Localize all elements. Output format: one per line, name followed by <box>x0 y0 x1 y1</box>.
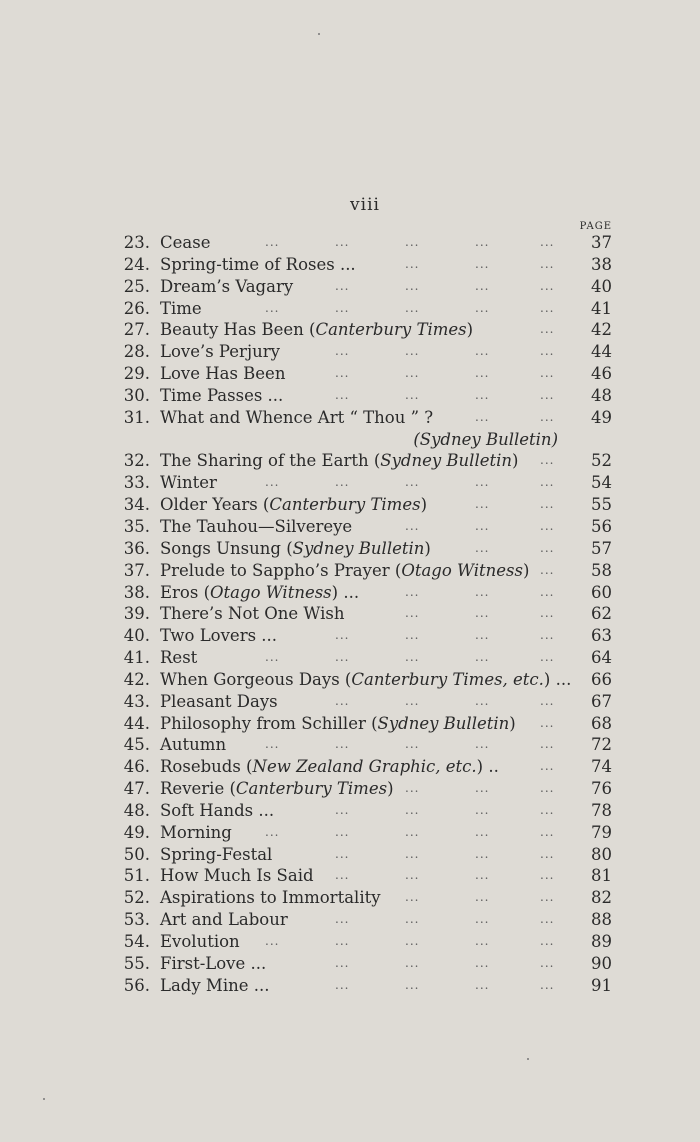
leader-dot: ... <box>475 890 490 905</box>
leader-dot: ... <box>475 868 490 883</box>
leader-dot: ... <box>540 235 555 249</box>
toc-entry[interactable] <box>0 582 700 604</box>
leader-dot: ... <box>540 256 555 271</box>
entry-number: 48. <box>123 800 150 820</box>
leader-dot: ... <box>540 584 555 599</box>
paper-speck <box>318 33 320 35</box>
toc-entry[interactable] <box>0 494 700 516</box>
leader-dot: ... <box>540 912 555 927</box>
entry-page-number: 62 <box>591 604 612 624</box>
leader-dot: ... <box>335 693 350 708</box>
entry-title: Philosophy from Schiller (Sydney Bulletin) <box>160 713 516 733</box>
entry-number: 28. <box>123 342 150 362</box>
toc-entry[interactable] <box>0 691 700 713</box>
entry-title: Aspirations to Immortality <box>160 888 381 908</box>
entry-page-number: 90 <box>591 953 612 973</box>
page-column-label: PAGE <box>579 221 612 232</box>
leader-dot: ... <box>405 737 420 752</box>
entry-page-number: 76 <box>591 779 612 799</box>
leader-dot: ... <box>475 955 490 970</box>
leader-dot: ... <box>335 650 350 665</box>
entry-source: Sydney Bulletin <box>292 538 425 558</box>
entry-number: 54. <box>123 932 150 951</box>
leader-dot: ... <box>540 693 555 708</box>
leader-dot: ... <box>335 737 350 752</box>
entry-title: Spring-Festal <box>160 844 273 864</box>
leader-dot: ... <box>475 934 490 948</box>
leader-dot: ... <box>335 912 350 927</box>
leader-dot: ... <box>540 715 555 730</box>
leader-dot: ... <box>540 934 555 948</box>
toc-entry[interactable] <box>0 865 700 887</box>
toc-entry[interactable] <box>0 931 700 953</box>
leader-dot: ... <box>540 300 555 315</box>
leader-dot: ... <box>405 475 420 490</box>
entry-number: 41. <box>123 648 150 668</box>
leader-dot: ... <box>540 802 555 817</box>
entry-page-number: 79 <box>591 822 612 842</box>
entry-page-number: 57 <box>591 538 612 558</box>
toc-entry[interactable] <box>0 341 700 363</box>
leader-dot: ... <box>475 650 490 665</box>
leader-dot: ... <box>335 868 350 883</box>
leader-dot: ... <box>475 256 490 271</box>
toc-entry[interactable] <box>0 407 700 429</box>
toc-entry[interactable] <box>0 909 700 931</box>
leader-dot: ... <box>475 693 490 708</box>
entry-page-number: 46 <box>591 364 612 384</box>
table-of-contents <box>0 232 700 997</box>
leader-dot: ... <box>335 235 350 249</box>
entry-page-number: 52 <box>591 451 612 471</box>
entry-page-number: 55 <box>591 495 612 515</box>
entry-page-number: 78 <box>591 800 612 820</box>
toc-entry[interactable] <box>0 734 700 756</box>
entry-page-number: 64 <box>591 648 612 668</box>
leader-dot: ... <box>540 344 555 359</box>
leader-dot: ... <box>405 387 420 402</box>
leader-dot: ... <box>405 344 420 359</box>
leader-dot: ... <box>405 606 420 621</box>
leader-dot: ... <box>475 628 490 643</box>
leader-dot: ... <box>540 278 555 293</box>
leader-dot: ... <box>475 300 490 315</box>
entry-number: 56. <box>123 975 150 995</box>
entry-page-number: 60 <box>591 582 612 602</box>
entry-title: Eros (Otago Witness) ... <box>160 582 360 602</box>
entry-number: 30. <box>123 385 150 405</box>
leader-dot: ... <box>405 366 420 381</box>
entry-title: The Sharing of the Earth (Sydney Bulletin) <box>160 451 519 471</box>
entry-title: When Gorgeous Days (Canterbury Times, etc.) ... <box>160 669 572 689</box>
leader-dot: ... <box>335 955 350 970</box>
leader-dot: ... <box>540 977 555 992</box>
entry-number: 39. <box>123 604 150 624</box>
leader-dot: ... <box>405 300 420 315</box>
toc-entry[interactable] <box>0 953 700 975</box>
entry-number: 55. <box>123 953 150 973</box>
leader-dot: ... <box>475 278 490 293</box>
entry-page-number: 91 <box>591 975 612 995</box>
entry-title: Time Passes ... <box>160 385 284 405</box>
leader-dot: ... <box>265 235 280 249</box>
leader-dot: ... <box>405 693 420 708</box>
entry-number: 32. <box>123 451 150 471</box>
toc-entry-continuation <box>0 429 700 451</box>
paper-speck <box>43 1098 45 1100</box>
leader-dot: ... <box>475 802 490 817</box>
leader-dot: ... <box>540 475 555 490</box>
leader-dot: ... <box>540 781 555 796</box>
entry-title: Morning <box>160 822 232 842</box>
entry-number: 33. <box>123 473 150 493</box>
entry-page-number: 58 <box>591 560 612 580</box>
entry-page-number: 68 <box>591 713 612 733</box>
toc-entry[interactable] <box>0 756 700 778</box>
leader-dot: ... <box>405 846 420 861</box>
leader-dot: ... <box>475 518 490 533</box>
entry-title: Cease <box>160 233 211 252</box>
entry-number: 35. <box>123 516 150 536</box>
paper-speck <box>527 1058 529 1060</box>
entry-number: 40. <box>123 626 150 646</box>
leader-dot: ... <box>265 650 280 665</box>
leader-dot: ... <box>540 868 555 883</box>
entry-page-number: 88 <box>591 910 612 930</box>
leader-dot: ... <box>475 824 490 839</box>
leader-dot: ... <box>335 387 350 402</box>
entry-number: 27. <box>123 320 150 340</box>
entry-number: 43. <box>123 691 150 711</box>
leader-dot: ... <box>475 235 490 249</box>
leader-dot: ... <box>405 868 420 883</box>
entry-number: 53. <box>123 910 150 930</box>
entry-title: Songs Unsung (Sydney Bulletin) <box>160 538 431 558</box>
entry-title: Time <box>160 298 202 318</box>
entry-page-number: 38 <box>591 254 612 274</box>
toc-entry[interactable] <box>0 363 700 385</box>
leader-dot: ... <box>540 759 555 774</box>
leader-dot: ... <box>405 518 420 533</box>
leader-dot: ... <box>475 584 490 599</box>
entry-number: 51. <box>123 866 150 886</box>
toc-entry[interactable] <box>0 516 700 538</box>
entry-number: 29. <box>123 364 150 384</box>
entry-page-number: 63 <box>591 626 612 646</box>
entry-source: Sydney Bulletin <box>419 429 552 449</box>
toc-entry[interactable] <box>0 385 700 407</box>
entry-number: 44. <box>123 713 150 733</box>
entry-title: Autumn <box>160 735 227 755</box>
leader-dot: ... <box>475 977 490 992</box>
entry-number: 52. <box>123 888 150 908</box>
toc-entry[interactable] <box>0 560 700 582</box>
leader-dot: ... <box>335 344 350 359</box>
toc-entry[interactable] <box>0 254 700 276</box>
leader-dot: ... <box>475 366 490 381</box>
entry-source: Otago Witness <box>210 582 332 602</box>
toc-entry[interactable] <box>0 822 700 844</box>
toc-entry[interactable] <box>0 298 700 320</box>
leader-dot: ... <box>405 802 420 817</box>
entry-page-number: 49 <box>591 407 612 427</box>
leader-dot: ... <box>405 650 420 665</box>
entry-title: Love Has Been <box>160 364 286 384</box>
toc-entry[interactable] <box>0 778 700 800</box>
entry-number: 34. <box>123 495 150 515</box>
leader-dot: ... <box>475 846 490 861</box>
leader-dot: ... <box>540 409 555 424</box>
entry-page-number: 74 <box>591 757 612 777</box>
leader-dot: ... <box>540 387 555 402</box>
leader-dot: ... <box>475 409 490 424</box>
leader-dot: ... <box>475 344 490 359</box>
entry-page-number: 80 <box>591 844 612 864</box>
leader-dot: ... <box>265 737 280 752</box>
entry-page-number: 89 <box>591 932 612 951</box>
leader-dot: ... <box>540 955 555 970</box>
toc-entry[interactable] <box>0 538 700 560</box>
entry-title: Dream’s Vagary <box>160 276 294 296</box>
leader-dot: ... <box>405 934 420 948</box>
toc-entry[interactable] <box>0 669 700 691</box>
entry-title: Reverie (Canterbury Times) <box>160 779 394 799</box>
entry-title: Older Years (Canterbury Times) <box>160 495 427 515</box>
entry-title: Soft Hands ... <box>160 800 275 820</box>
entry-title: What and Whence Art “ Thou ” ? <box>160 407 434 427</box>
entry-page-number: 66 <box>591 669 612 689</box>
entry-title: Beauty Has Been (Canterbury Times) <box>160 320 474 340</box>
toc-entry[interactable] <box>0 603 700 625</box>
entry-number: 45. <box>123 735 150 755</box>
leader-dot: ... <box>540 366 555 381</box>
entry-source: Canterbury Times <box>269 495 421 515</box>
entry-number: 50. <box>123 844 150 864</box>
entry-title: Prelude to Sappho’s Prayer (Otago Witness) <box>160 560 530 580</box>
leader-dot: ... <box>540 518 555 533</box>
toc-entry[interactable] <box>0 472 700 494</box>
leader-dot: ... <box>475 737 490 752</box>
leader-dot: ... <box>335 824 350 839</box>
entry-title: Rest <box>160 648 198 668</box>
leader-dot: ... <box>475 606 490 621</box>
leader-dot: ... <box>475 387 490 402</box>
toc-entry[interactable] <box>0 844 700 866</box>
leader-dot: ... <box>540 737 555 752</box>
leader-dot: ... <box>540 824 555 839</box>
leader-dot: ... <box>405 256 420 271</box>
entry-title: Rosebuds (New Zealand Graphic, etc.) .. <box>160 757 499 777</box>
entry-title: Pleasant Days <box>160 691 278 711</box>
entry-page-number: 67 <box>591 691 612 711</box>
entry-source: New Zealand Graphic, etc. <box>252 757 477 777</box>
toc-entry[interactable] <box>0 319 700 341</box>
leader-dot: ... <box>335 934 350 948</box>
leader-dot: ... <box>265 475 280 490</box>
entry-source: Otago Witness <box>401 560 523 580</box>
entry-page-number: 72 <box>591 735 612 755</box>
leader-dot: ... <box>475 912 490 927</box>
entry-number: 47. <box>123 779 150 799</box>
leader-dot: ... <box>335 475 350 490</box>
roman-page-number: viii <box>350 195 380 215</box>
entry-number: 38. <box>123 582 150 602</box>
entry-number: 36. <box>123 538 150 558</box>
entry-page-number: 56 <box>591 516 612 536</box>
leader-dot: ... <box>475 781 490 796</box>
entry-source: Sydney Bulletin <box>377 713 510 733</box>
leader-dot: ... <box>540 628 555 643</box>
leader-dot: ... <box>540 846 555 861</box>
leader-dot: ... <box>540 562 555 577</box>
entry-title: How Much Is Said <box>160 866 314 886</box>
leader-dot: ... <box>335 846 350 861</box>
entry-title: Love’s Perjury <box>160 342 280 362</box>
leader-dot: ... <box>475 497 490 512</box>
entry-number: 37. <box>123 560 150 580</box>
leader-dot: ... <box>405 955 420 970</box>
entry-page-number: 44 <box>591 342 612 362</box>
entry-page-number: 82 <box>591 888 612 908</box>
leader-dot: ... <box>335 278 350 293</box>
entry-title: Art and Labour <box>160 910 288 930</box>
entry-page-number: 42 <box>591 320 612 340</box>
leader-dot: ... <box>405 235 420 249</box>
leader-dot: ... <box>265 934 280 948</box>
entry-page-number: 37 <box>591 233 612 252</box>
leader-dot: ... <box>475 540 490 555</box>
entry-title: Two Lovers ... <box>160 626 278 646</box>
leader-dot: ... <box>405 628 420 643</box>
entry-page-number: 54 <box>591 473 612 493</box>
entry-source: Canterbury Times <box>235 779 388 799</box>
leader-dot: ... <box>335 628 350 643</box>
entry-source: Canterbury Times <box>315 320 467 340</box>
leader-dot: ... <box>335 977 350 992</box>
leader-dot: ... <box>405 824 420 839</box>
entry-number: 31. <box>123 407 150 427</box>
toc-entry[interactable] <box>0 276 700 298</box>
entry-title: First-Love ... <box>160 953 267 973</box>
leader-dot: ... <box>405 977 420 992</box>
entry-source: Canterbury Times, etc. <box>351 669 544 689</box>
leader-dot: ... <box>405 890 420 905</box>
entry-page-number: 81 <box>591 866 612 886</box>
entry-number: 26. <box>123 298 150 318</box>
entry-number: 24. <box>123 254 150 274</box>
entry-source-continuation: (Sydney Bulletin) <box>413 429 558 449</box>
leader-dot: ... <box>475 475 490 490</box>
entry-number: 42. <box>123 669 150 689</box>
leader-dot: ... <box>335 366 350 381</box>
entry-page-number: 48 <box>591 385 612 405</box>
entry-title: The Tauhou—Silvereye <box>160 516 353 536</box>
toc-entry[interactable] <box>0 232 700 254</box>
toc-entry[interactable] <box>0 625 700 647</box>
toc-entry[interactable] <box>0 887 700 909</box>
leader-dot: ... <box>335 802 350 817</box>
leader-dot: ... <box>540 453 555 468</box>
entry-title: Evolution <box>160 932 240 951</box>
leader-dot: ... <box>540 497 555 512</box>
leader-dot: ... <box>265 824 280 839</box>
entry-title: Lady Mine ... <box>160 975 270 995</box>
entry-title: Spring-time of Roses ... <box>160 254 356 274</box>
toc-entry[interactable] <box>0 800 700 822</box>
leader-dot: ... <box>405 278 420 293</box>
entry-number: 49. <box>123 822 150 842</box>
toc-entry[interactable] <box>0 450 700 472</box>
entry-number: 46. <box>123 757 150 777</box>
toc-entry[interactable] <box>0 975 700 997</box>
entry-source: Sydney Bulletin <box>380 451 513 471</box>
leader-dot: ... <box>540 322 555 337</box>
leader-dot: ... <box>405 584 420 599</box>
entry-page-number: 41 <box>591 298 612 318</box>
leader-dot: ... <box>540 606 555 621</box>
leader-dot: ... <box>265 300 280 315</box>
leader-dot: ... <box>405 912 420 927</box>
leader-dot: ... <box>405 781 420 796</box>
entry-title: There’s Not One Wish <box>160 604 345 624</box>
entry-page-number: 40 <box>591 276 612 296</box>
leader-dot: ... <box>540 540 555 555</box>
entry-number: 25. <box>123 276 150 296</box>
entry-number: 23. <box>123 233 150 252</box>
toc-entry[interactable] <box>0 713 700 735</box>
leader-dot: ... <box>540 650 555 665</box>
leader-dot: ... <box>335 300 350 315</box>
entry-title: Winter <box>160 473 217 493</box>
toc-entry[interactable] <box>0 647 700 669</box>
leader-dot: ... <box>540 890 555 905</box>
